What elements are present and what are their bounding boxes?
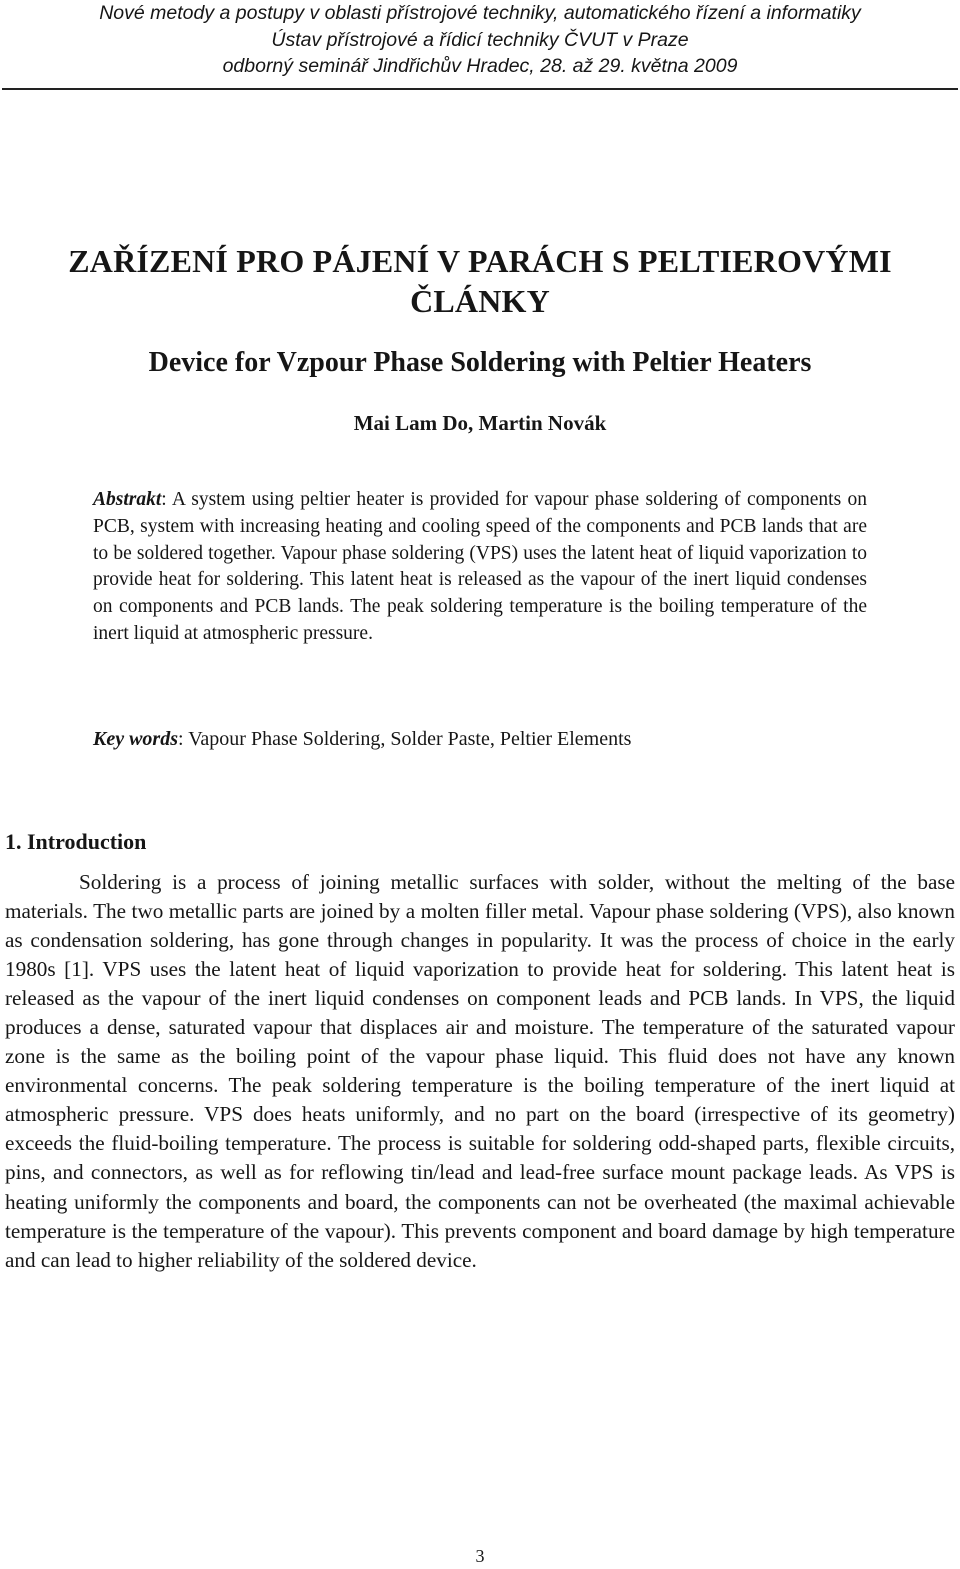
header-divider bbox=[2, 88, 958, 90]
czech-title bbox=[0, 241, 960, 321]
english-title: Device for Vzpour Phase Soldering with Peltier Heaters bbox=[148, 347, 812, 378]
page-number: 3 bbox=[475, 1546, 485, 1566]
introduction-text: Soldering is a process of joining metallic surfaces with solder, without the melting of the base materials. The two metallic parts are joined by a molten filler metal. Vapour phase soldering (VPS), also known as condensation soldering, has gone through changes in popularity. It was the process of choice in the early 1980s [1]. VPS uses the latent heat of liquid vaporization to provide heat for soldering. This latent heat is released as the vapour of the inert liquid condenses on component leads and PCB lands. In VPS, the liquid produces a dense, saturated vapour that displaces air and moisture. The temperature of the saturated vapour zone is the same as the boiling point of the vapour phase liquid. This fluid does not have any known environmental concerns. The peak soldering temperature is the boiling temperature of the inert liquid at atmospheric pressure. VPS does heats uniformly, and no part on the board (irrespective of its geometry) exceeds the fluid-boiling temperature. The process is suitable for soldering odd-shaped parts, flexible circuits, pins, and connectors, as well as for reflowing tin/lead and lead-free surface mount package leads. As VPS is heating uniformly the components and board, the components can not be overheated (the maximal achievable temperature is the temperature of the vapour). This prevents component and board damage by high temperature and can lead to higher reliability of the soldered device. bbox=[5, 870, 955, 1272]
keywords-label: Key words bbox=[93, 728, 178, 750]
keywords bbox=[93, 725, 873, 753]
introduction-paragraph bbox=[5, 868, 955, 1275]
abstract bbox=[93, 487, 867, 648]
authors: Mai Lam Do, Martin Novák bbox=[353, 411, 607, 435]
running-header bbox=[0, 0, 960, 80]
header-line-institute: Ústav přístrojové a řídicí techniky ČVUT v Praze bbox=[271, 28, 689, 51]
abstract-label: Abstrakt bbox=[93, 489, 162, 510]
header-line-seminar-series: Nové metody a postupy v oblasti přístrojové techniky, automatického řízení a informatiky bbox=[99, 2, 861, 24]
abstract-text: : A system using peltier heater is provided for vapour phase soldering of components on PCB, system with increasing heating and cooling speed of the components and PCB lands that are to be soldered together. Vapour phase soldering (VPS) uses the latent heat of liquid vaporization to provide heat for soldering. This latent heat is released as the vapour of the inert liquid condenses on components and PCB lands. The peak soldering temperature is the boiling temperature of the inert liquid at atmospheric pressure. bbox=[93, 489, 867, 644]
czech-title-line-1: ZAŘÍZENÍ PRO PÁJENÍ V PARÁCH S PELTIEROVÝMI bbox=[68, 243, 892, 279]
keywords-text: : Vapour Phase Soldering, Solder Paste, Peltier Elements bbox=[178, 728, 632, 750]
czech-title-line-2: ČLÁNKY bbox=[410, 283, 550, 319]
header-line-venue-date: odborný seminář Jindřichův Hradec, 28. až 29. května 2009 bbox=[222, 55, 738, 77]
section-heading-introduction: 1. Introduction bbox=[5, 829, 147, 854]
